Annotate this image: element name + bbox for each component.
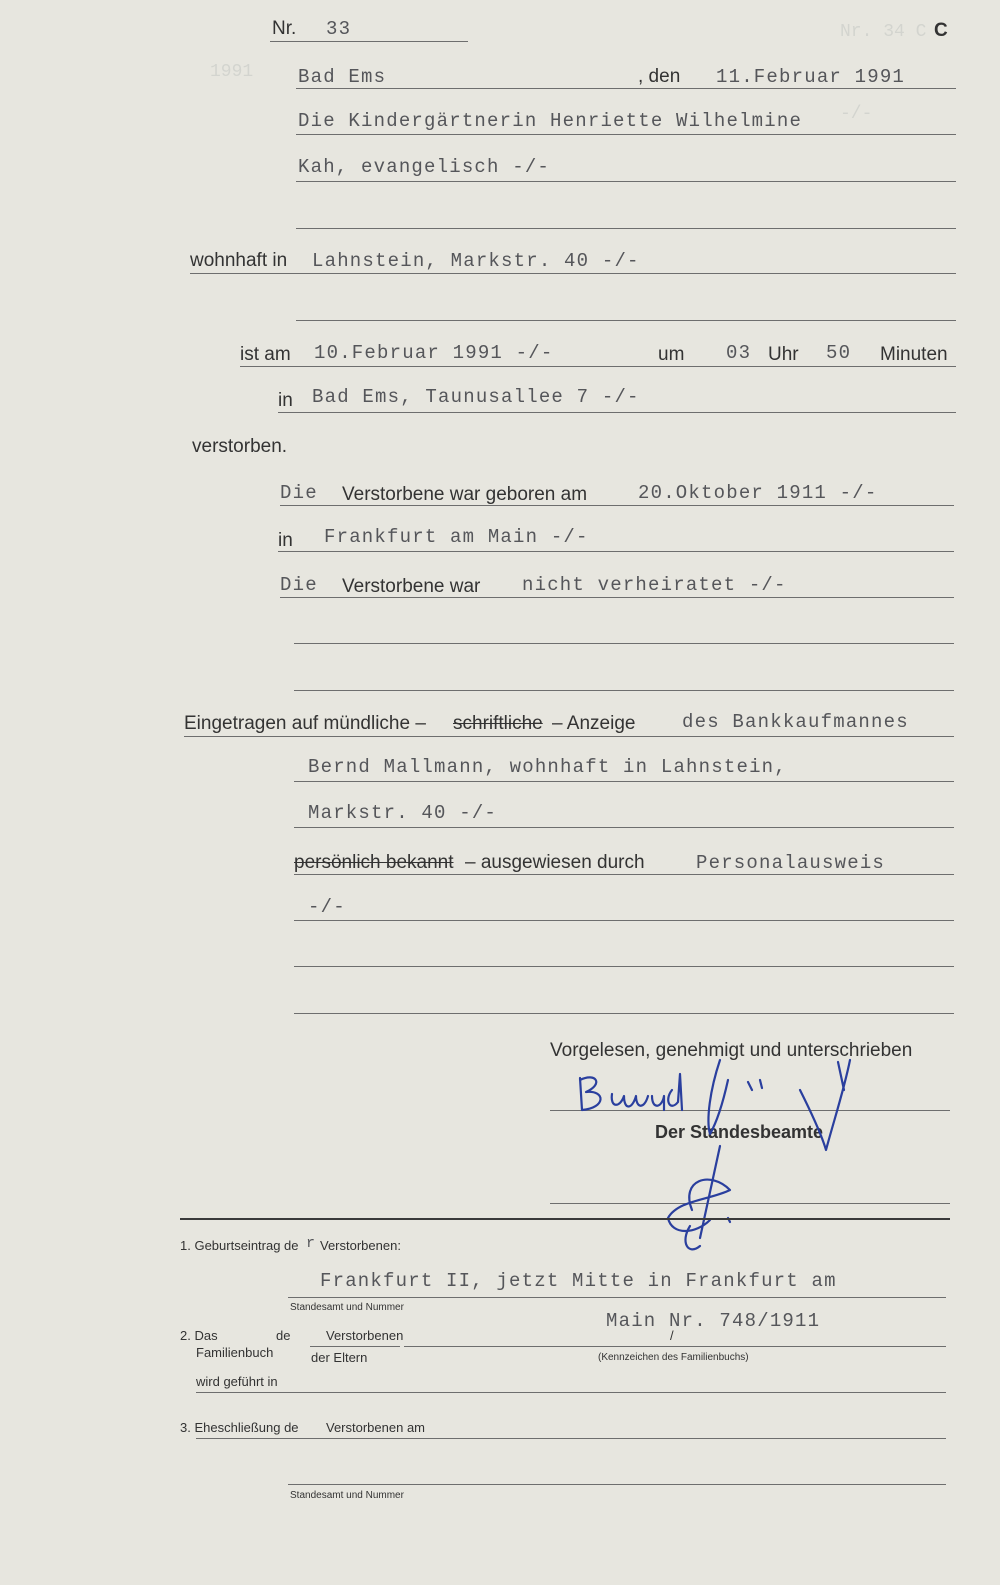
report-label-suffix: – Anzeige <box>552 713 636 734</box>
item3-suffix: Verstorbenen am <box>326 1420 426 1435</box>
den-label: , den <box>638 66 681 87</box>
item1-label: 1. Geburtseintrag de <box>180 1238 299 1253</box>
item1-typed-r: r <box>306 1235 317 1252</box>
report-underline <box>184 736 954 737</box>
show-through: 1991 <box>210 62 254 82</box>
ist-am-label: ist am <box>240 344 291 365</box>
minute-value: 50 <box>826 342 852 364</box>
item3-underline <box>196 1438 946 1439</box>
nr-value: 33 <box>326 18 352 40</box>
item2-verstorbenen-underline <box>310 1346 400 1347</box>
registrar-label: Der Standesbeamte <box>655 1122 824 1142</box>
item2-de: de <box>276 1328 291 1343</box>
verstorben-label: verstorben. <box>192 436 288 457</box>
informant-line-1: des Bankkaufmannes <box>682 711 909 733</box>
known-suffix: – ausgewiesen durch <box>465 852 645 873</box>
blank-line-2 <box>294 690 954 691</box>
residence-underline-2 <box>296 320 956 321</box>
deceased-name-line1: Die Kindergärtnerin Henriette Wilhelmine <box>298 110 803 132</box>
item3-underline-2 <box>288 1484 946 1485</box>
place-value: Bad Ems <box>298 66 387 88</box>
show-through: -/- <box>840 104 873 124</box>
die-typed: Die <box>280 482 318 504</box>
residence-value: Lahnstein, Markstr. 40 -/- <box>312 250 640 272</box>
deceased-name-line2: Kah, evangelisch -/- <box>298 156 551 178</box>
item1-underline <box>288 1297 946 1298</box>
item2-number: 2. Das <box>180 1328 218 1343</box>
death-date-underline <box>240 366 956 367</box>
informant-line-2: Bernd Mallmann, wohnhaft in Lahnstein, <box>308 756 787 778</box>
item2-slash: / <box>670 1328 674 1343</box>
item2-gefuehrt: wird geführt in <box>196 1374 278 1389</box>
birth-date-value: 20.Oktober 1911 -/- <box>638 482 878 504</box>
item2-familienbuch: Familienbuch <box>196 1345 274 1360</box>
item2-verstorbenen: Verstorbenen <box>326 1328 404 1343</box>
kennzeichen-label: (Kennzeichen des Familienbuchs) <box>598 1352 749 1363</box>
read-approved-label: Vorgelesen, genehmigt und unterschrieben <box>550 1040 913 1061</box>
minuten-label: Minuten <box>880 344 948 365</box>
item2-gefuehrt-underline <box>196 1392 946 1393</box>
death-place-underline <box>278 412 956 413</box>
in-label-2: in <box>278 530 293 551</box>
item3-label: 3. Eheschließung de <box>180 1420 299 1435</box>
informant-line-3: Markstr. 40 -/- <box>308 802 498 824</box>
known-struck: persönlich bekannt <box>294 852 454 873</box>
id-line-2: -/- <box>308 896 346 918</box>
standesamt-label-2: Standesamt und Nummer <box>290 1490 404 1501</box>
id-underline-2 <box>294 920 954 921</box>
item1-value-line2: Main Nr. 748/1911 <box>606 1310 821 1332</box>
informant-underline-2 <box>294 781 954 782</box>
nr-underline <box>270 41 468 42</box>
residence-underline <box>190 273 956 274</box>
marital-underline <box>280 597 954 598</box>
informant-underline-3 <box>294 827 954 828</box>
blank-line-4 <box>294 1013 954 1014</box>
name-underline-2 <box>296 181 956 182</box>
um-label: um <box>658 344 685 365</box>
report-label-prefix: Eingetragen auf mündliche – <box>184 713 426 734</box>
item1-suffix: Verstorbenen: <box>320 1238 401 1253</box>
item2-underline <box>404 1346 946 1347</box>
id-underline <box>294 874 954 875</box>
show-through: Nr. 34 C <box>840 22 927 42</box>
hour-value: 03 <box>726 342 752 364</box>
item1-value-line1: Frankfurt II, jetzt Mitte in Frankfurt am <box>320 1270 837 1292</box>
handwritten-signatures <box>560 1050 880 1260</box>
in-label: in <box>278 390 293 411</box>
name-underline-3 <box>296 228 956 229</box>
die-typed-2: Die <box>280 574 318 596</box>
marital-label: Verstorbene war <box>342 576 481 597</box>
blank-line-3 <box>294 966 954 967</box>
id-document-value: Personalausweis <box>696 852 886 874</box>
birth-place-value: Frankfurt am Main -/- <box>324 526 589 548</box>
nr-label: Nr. <box>272 18 297 39</box>
footer-divider <box>180 1218 950 1220</box>
marital-status-value: nicht verheiratet -/- <box>522 574 787 596</box>
death-place-value: Bad Ems, Taunusallee 7 -/- <box>312 386 640 408</box>
birth-place-underline <box>278 551 954 552</box>
uhr-label: Uhr <box>768 344 799 365</box>
date-underline <box>296 88 956 89</box>
wohnhaft-label: wohnhaft in <box>190 250 288 271</box>
date-value: 11.Februar 1991 <box>716 66 906 88</box>
death-date-value: 10.Februar 1991 -/- <box>314 342 554 364</box>
standesamt-label-1: Standesamt und Nummer <box>290 1302 404 1313</box>
born-label: Verstorbene war geboren am <box>342 484 588 505</box>
name-underline-1 <box>296 134 956 135</box>
item2-eltern: der Eltern <box>311 1350 368 1365</box>
corner-letter: C <box>934 20 948 41</box>
blank-line-1 <box>294 643 954 644</box>
report-label-struck: schriftliche <box>453 713 543 734</box>
birth-date-underline <box>280 505 954 506</box>
